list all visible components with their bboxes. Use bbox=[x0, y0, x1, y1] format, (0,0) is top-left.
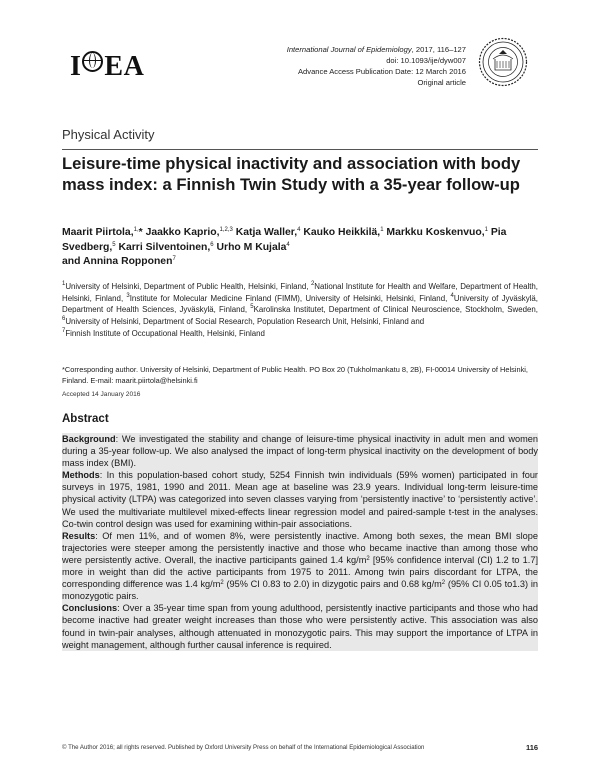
author bbox=[303, 227, 383, 238]
logo-letter-i: I bbox=[70, 51, 82, 82]
journal-citation bbox=[287, 44, 466, 55]
results-text: (95% CI 0.05 to1.3) in monozygotic pairs. bbox=[62, 579, 538, 602]
globe-icon bbox=[82, 51, 103, 72]
affiliation-number: 7 bbox=[62, 327, 66, 334]
affiliation-number: 6 bbox=[62, 316, 66, 323]
author-affiliation-mark: 6 bbox=[210, 241, 214, 248]
author-name: Katja Waller, bbox=[235, 227, 298, 238]
journal-volume-pages: , 2017, 116–127 bbox=[411, 45, 466, 54]
author-affiliation-mark: 5 bbox=[112, 241, 116, 248]
page-number: 116 bbox=[526, 743, 539, 752]
copyright-footer: © The Author 2016; all rights reserved. Published by Oxford University Press on behalf of the International Epidemiological Association bbox=[62, 744, 425, 751]
affiliation-text: Finnish Institute of Occupational Health, Helsinki, Finland bbox=[65, 328, 265, 338]
author-affiliation-mark: 1, bbox=[133, 227, 139, 233]
affiliation bbox=[250, 305, 538, 314]
author-affiliation-mark: 1,2,3 bbox=[219, 227, 233, 233]
author bbox=[62, 256, 176, 267]
results-text: : Of men 11%, and of women 8%, were persistently inactive. Among both sexes, the mean BMI slope trajectories were steeper among the persistently inactive and those who became inactive than among those who were persistently active. Overall, the inactive participants gained 1.4 kg/m bbox=[62, 530, 538, 565]
conclusions-text: : Over a 35-year time span from young adulthood, persistently inactive participants and those who had become inactive had greater weight increases than those who were persistently active. This association was also found in twin-pair analyses, although attenuated in monozygotic pairs. This may support the importance of LTPA in weight management, although further causal inference is required. bbox=[62, 603, 538, 650]
affiliation-text: University of Jyväskylä, Department of Health Sciences, Jyväskylä, Finland, bbox=[62, 293, 538, 315]
abstract-body bbox=[62, 433, 538, 651]
results-text: [95% confidence interval (CI) 1.2 to 1.7] more in weight than did the active participants from 1975 to 2011. Among twin pairs discordant for LTPA, the corresponding difference was 1.4 kg/m bbox=[62, 554, 538, 590]
affiliation-text: University of Helsinki, Department of Social Research, Population Research Unit, Helsinki, Finland and bbox=[65, 317, 425, 327]
affiliation bbox=[62, 329, 265, 338]
author-name: Jaakko Kaprio, bbox=[145, 227, 220, 238]
author-name: Urho M Kujala bbox=[216, 241, 287, 253]
methods-label: Methods bbox=[62, 470, 100, 481]
journal-name: International Journal of Epidemiology bbox=[286, 45, 412, 54]
author-separator: * bbox=[138, 227, 146, 238]
logo-letters-ea: EA bbox=[104, 51, 145, 82]
author-list bbox=[62, 226, 538, 270]
abstract-conclusions bbox=[62, 602, 538, 650]
author-affiliation-mark: 1 bbox=[380, 227, 384, 233]
abstract-background bbox=[62, 433, 538, 469]
affiliation-text: Karolinska Institutet, Department of Clinical Neuroscience, Stockholm, Sweden, bbox=[253, 305, 538, 315]
accepted-date: Accepted 14 January 2016 bbox=[62, 391, 141, 398]
journal-doi[interactable]: doi: 10.1093/ije/dyw007 bbox=[386, 56, 466, 65]
author-affiliation-mark: 4 bbox=[297, 227, 301, 233]
results-text: (95% CI 0.83 to 2.0) in dizygotic pairs and 0.68 kg/m bbox=[223, 579, 442, 590]
affiliation-number: 5 bbox=[250, 304, 254, 311]
author-name: Pia Svedberg, bbox=[62, 227, 507, 253]
affiliation-number: 2 bbox=[310, 281, 315, 287]
advance-access-date: Advance Access Publication Date: 12 March 2016 bbox=[297, 67, 466, 76]
article-type: Original article bbox=[417, 78, 466, 87]
section-divider bbox=[62, 149, 538, 150]
background-text: : We investigated the stability and change of leisure-time physical inactivity in adult men and women during a 35-year follow-up. We also analysed the impact of long-term physical inactivity on the development of body mass index (BMI). bbox=[62, 434, 538, 469]
superscript-2: 2 bbox=[366, 555, 370, 562]
author-name: Karri Silventoinen, bbox=[118, 241, 211, 253]
affiliation bbox=[62, 317, 424, 326]
section-label: Physical Activity bbox=[62, 127, 155, 142]
author-name: Kauko Heikkilä, bbox=[303, 227, 381, 238]
superscript-2: 2 bbox=[220, 580, 224, 587]
logo-text bbox=[70, 51, 144, 82]
abstract-methods bbox=[62, 469, 538, 529]
background-label: Background bbox=[62, 434, 116, 444]
superscript-2: 2 bbox=[441, 580, 446, 587]
affiliation bbox=[126, 294, 450, 303]
affiliations bbox=[62, 281, 538, 340]
author bbox=[146, 227, 233, 238]
results-label: Results bbox=[62, 530, 96, 541]
association-seal-icon bbox=[478, 37, 528, 87]
author bbox=[62, 227, 146, 238]
abstract-heading: Abstract bbox=[62, 413, 109, 425]
conclusions-label: Conclusions bbox=[62, 603, 118, 614]
affiliation-number: 3 bbox=[126, 292, 130, 299]
journal-logo bbox=[70, 51, 160, 83]
author-name: and Annina Ropponen bbox=[62, 256, 173, 267]
affiliation-text: University of Helsinki, Department of Public Health, Helsinki, Finland, bbox=[65, 282, 311, 291]
journal-meta bbox=[287, 44, 466, 88]
author bbox=[386, 227, 488, 238]
author-name: Markku Koskenvuo, bbox=[386, 227, 485, 238]
affiliation-number: 4 bbox=[450, 292, 454, 299]
author bbox=[217, 242, 290, 253]
methods-text: : In this population-based cohort study, 5254 Finnish twin individuals (59% women) participated in four surveys in 1975, 1981, 1990 and 2011. Mean age at baseline was 23.9 years. Individual long-term leisure-time physical activity (LTPA) was categorized into seven classes varying from ‘persistently inactive’ to ‘persistently active’. We used the multivariate multilevel mixed-effects linear regression model and paired-sample t-test in the analyses. Co-twin control design was used for examining within-pair associations. bbox=[62, 470, 538, 529]
author-affiliation-mark: 4 bbox=[286, 241, 290, 248]
affiliation-number: 1 bbox=[62, 281, 66, 287]
affiliation-text: National Institute for Health and Welfare, Department of Health, Helsinki, Finland, bbox=[62, 282, 538, 303]
author-affiliation-mark: 1 bbox=[484, 227, 488, 233]
author bbox=[236, 227, 301, 238]
corresponding-author: *Corresponding author. University of Helsinki, Department of Public Health. PO Box 20 (Tukholmankatu 8, 2B), FI-00014 University of Helsinki, Finland. E-mail: maarit.piirtola@helsinki.fi bbox=[62, 365, 528, 385]
author bbox=[118, 242, 213, 253]
abstract-results bbox=[62, 530, 538, 603]
article-title: Leisure-time physical inactivity and association with body mass index: a Finnish Twin Study with a 35-year follow-up bbox=[62, 154, 521, 194]
author-affiliation-mark: 7 bbox=[172, 256, 176, 262]
affiliation-text: Institute for Molecular Medicine Finland (FIMM), University of Helsinki, Helsinki, Finland, bbox=[129, 293, 451, 303]
author-name: Maarit Piirtola, bbox=[62, 227, 134, 238]
affiliation bbox=[62, 282, 311, 291]
